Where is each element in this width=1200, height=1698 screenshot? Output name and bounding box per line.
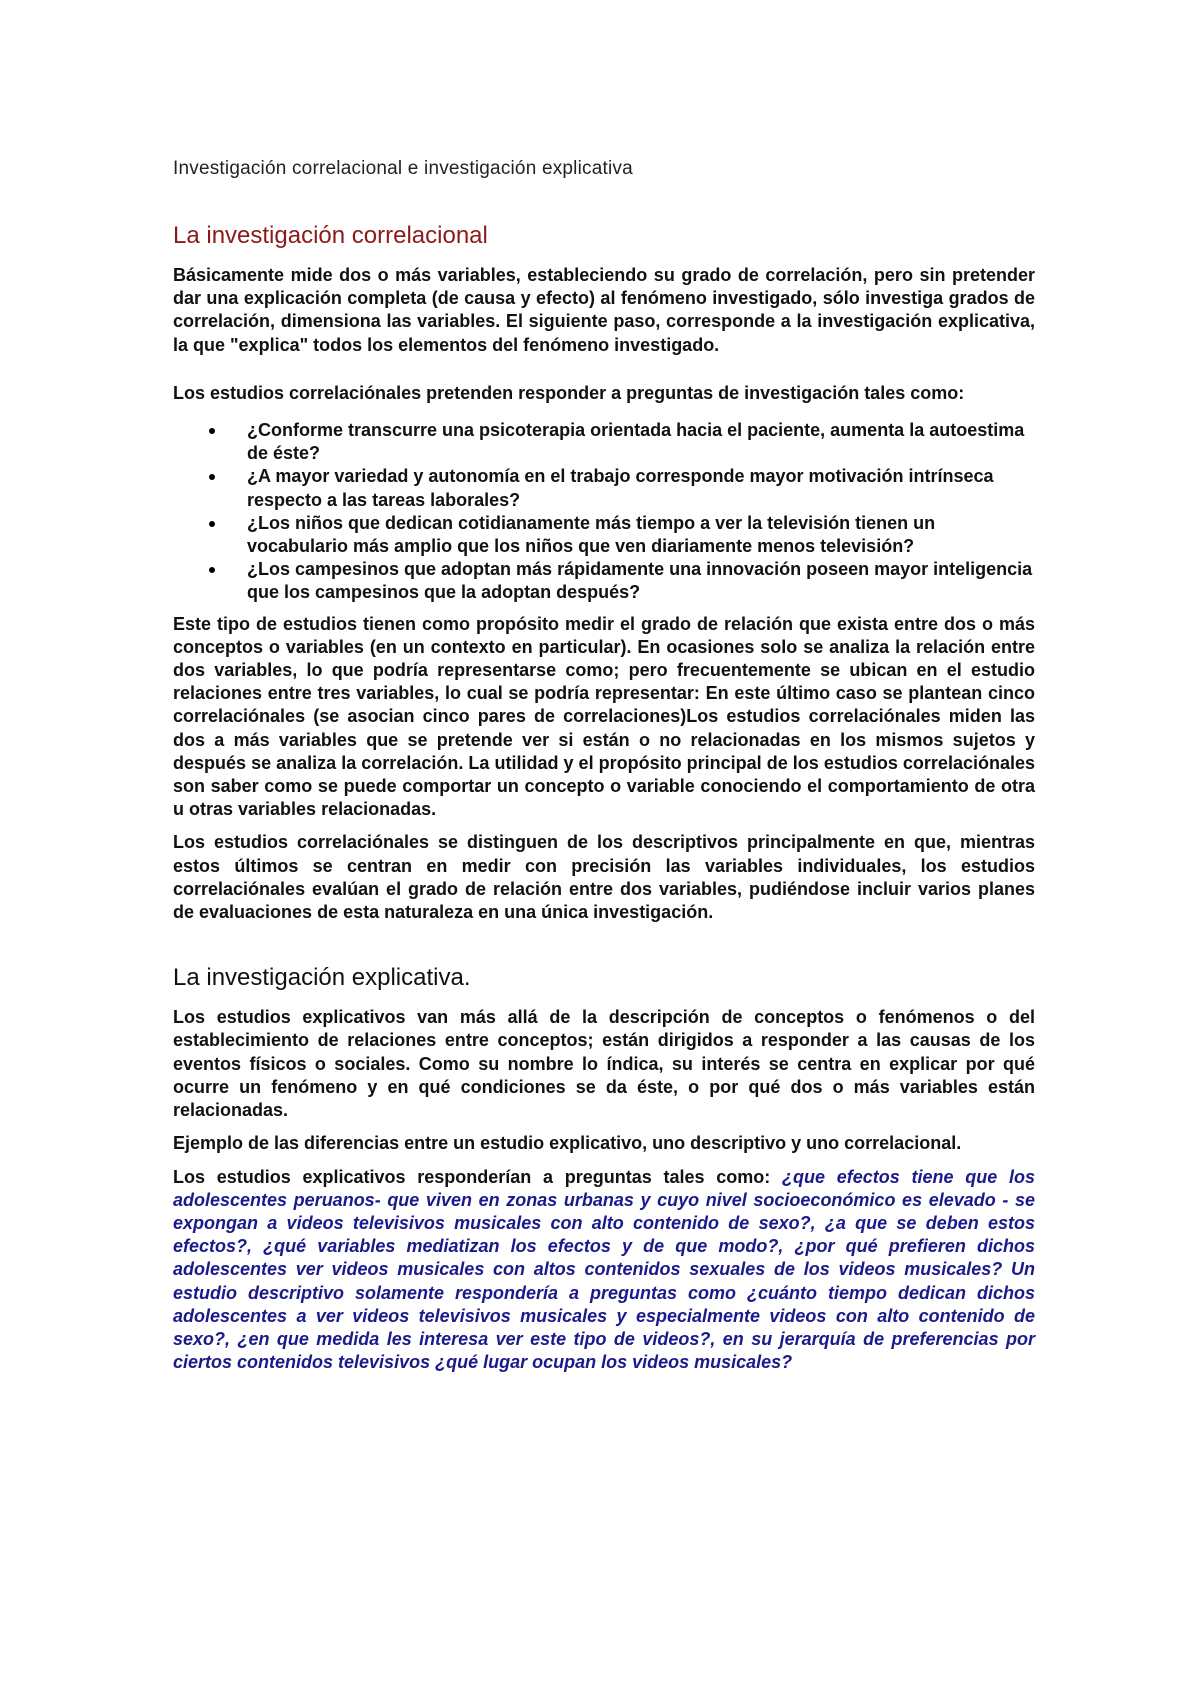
- paragraph-example-intro: Ejemplo de las diferencias entre un estudio explicativo, uno descriptivo y uno correlacional.: [173, 1133, 962, 1154]
- example-italic-text: ¿que efectos tiene que los adolescentes peruanos- que viven en zonas urbanas y cuyo nivel socioeconómico es elevado - se expongan a videos televisivos musicales con alto contenido de sexo?, ¿a que se deben estos efectos?, ¿qué variables mediatizan los efectos y de que modo?, ¿por qué prefieren dichos adolescentes ver videos musicales con altos contenidos sexuales de los videos musicales? Un estudio descriptivo solamente respondería a preguntas como ¿cuánto tiempo dedican dichos adolescentes a ver videos televisivos musicales y especialmente videos con alto contenido de sexo?, ¿en que medida les interesa ver este tipo de videos?, en su jerarquía de preferencias por ciertos contenidos televisivos ¿qué lugar ocupan los videos musicales?: [173, 1166, 1036, 1373]
- question-list: [173, 419, 1035, 605]
- list-item-text: ¿Los niños que dedican cotidianamente más tiempo a ver la televisión tienen un vocabulario más amplio que los niños que ven diariamente menos televisión?: [247, 512, 936, 557]
- paragraph-questions-intro: Los estudios correlaciónales pretenden responder a preguntas de investigación tales como:: [173, 382, 965, 403]
- document-title: Investigación correlacional e investigación explicativa: [173, 158, 633, 179]
- example-lead-text: Los estudios explicativos responderían a preguntas tales como:: [173, 1166, 783, 1187]
- document-body: [173, 158, 1035, 1384]
- bullet-icon: [209, 521, 215, 527]
- bullet-icon: [209, 567, 215, 573]
- bullet-icon: [209, 474, 215, 480]
- bullet-icon: [209, 428, 215, 434]
- paragraph-example: [173, 1166, 1035, 1375]
- list-item: [173, 558, 1035, 604]
- section-heading-explicativa: La investigación explicativa.: [173, 964, 471, 992]
- list-item-text: ¿Los campesinos que adoptan más rápidamente una innovación poseen mayor inteligencia que los campesinos que la adoptan después?: [247, 559, 1033, 603]
- section-heading-correlational: La investigación correlacional: [173, 222, 488, 249]
- list-item-text: ¿Conforme transcurre una psicoterapia orientada hacia el paciente, aumenta la autoestima de éste?: [247, 420, 1025, 464]
- paragraph-correlational-intro: Básicamente mide dos o más variables, estableciendo su grado de correlación, pero sin pretender dar una explicación completa (de causa y efecto) al fenómeno investigado, sólo investiga grados de correlación, dimensiona las variables. El siguiente paso, corresponde a la investigación explicativa, la que "explica" todos los elementos del fenómeno investigado.: [173, 265, 1035, 355]
- list-item: [173, 419, 1035, 465]
- list-item-text: ¿A mayor variedad y autonomía en el trabajo corresponde mayor motivación intrínseca respecto a las tareas laborales?: [247, 466, 994, 510]
- list-item: [173, 465, 1035, 511]
- list-item: [173, 512, 1035, 558]
- paragraph-explicativa-intro: Los estudios explicativos van más allá de la descripción de conceptos o fenómenos o del establecimiento de relaciones entre conceptos; están dirigidos a responder a las causas de los eventos físicos o sociales. Como su nombre lo índica, su interés se centra en explicar por qué ocurre un fenómeno y en qué condiciones se da éste, o por qué dos o más variables están relacionadas.: [173, 1007, 1035, 1121]
- paragraph-distinction: Los estudios correlaciónales se distinguen de los descriptivos principalmente en que, mientras estos últimos se centran en medir con precisión las variables individuales, los estudios correlaciónales evalúan el grado de relación entre dos variables, pudiéndose incluir varios planes de evaluaciones de esta naturaleza en una única investigación.: [173, 832, 1035, 923]
- paragraph-purpose: Este tipo de estudios tienen como propósito medir el grado de relación que exista entre dos o más conceptos o variables (en un contexto en particular). En ocasiones solo se analiza la relación entre dos variables, lo que podría representarse como; pero frecuentemente se ubican en el estudio relaciones entre tres variables, lo cual se podría representar: En este último caso se plantean cinco correlaciónales (se asocian cinco pares de correlaciones)Los estudios correlaciónales miden las dos a más variables que se pretende ver si están o no relacionadas en los mismos sujetos y después se analiza la correlación. La utilidad y el propósito principal de los estudios correlaciónales son saber como se puede comportar un concepto o variable conociendo el comportamiento de otra u otras variables relacionadas.: [173, 613, 1035, 820]
